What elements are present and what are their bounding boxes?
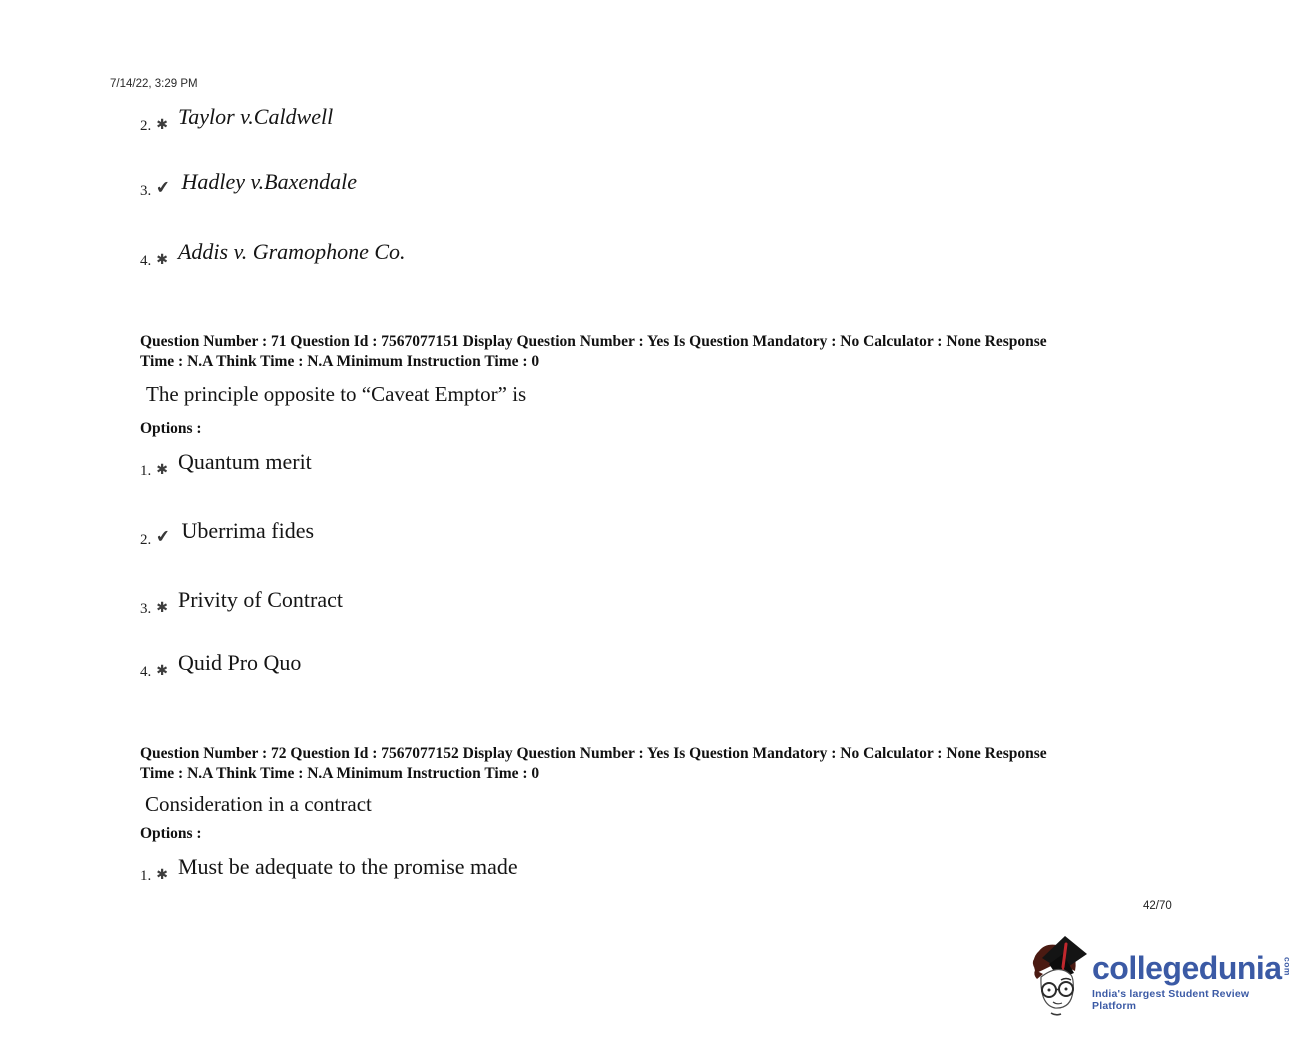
option-text: Quid Pro Quo xyxy=(177,650,302,675)
option-row xyxy=(140,104,333,135)
wrong-marker-icon: ✱ xyxy=(156,463,167,478)
question-header-line1: Question Number : 71 Question Id : 7567077151 Display Question Number : Yes Is Question Mandatory : No Calculator : None Response xyxy=(140,333,1047,350)
logo-text-column xyxy=(1092,951,1293,1012)
question-72-text: Consideration in a contract xyxy=(145,792,372,816)
option-text: Uberrima fides xyxy=(181,518,315,543)
options-label: Options : xyxy=(140,420,202,437)
option-number: 1. xyxy=(140,868,152,884)
option-text: Hadley v.Baxendale xyxy=(181,169,358,194)
correct-marker-icon: ✔ xyxy=(155,526,172,547)
option-number: 3. xyxy=(140,183,152,199)
collegedunia-logo xyxy=(1028,933,1293,1018)
timestamp: 7/14/22, 3:29 PM xyxy=(110,78,198,90)
option-text: Privity of Contract xyxy=(177,587,343,612)
option-row xyxy=(140,650,301,681)
option-row xyxy=(140,587,343,618)
option-row xyxy=(140,239,406,270)
page-indicator: 42/70 xyxy=(1143,900,1172,912)
mascot-icon xyxy=(1028,933,1090,1018)
option-number: 1. xyxy=(140,463,152,479)
question-71-header xyxy=(140,332,1170,372)
option-text: Must be adequate to the promise made xyxy=(177,854,518,879)
option-number: 4. xyxy=(140,253,152,269)
option-row xyxy=(140,169,357,200)
wrong-marker-icon: ✱ xyxy=(156,253,167,268)
option-text: Addis v. Gramophone Co. xyxy=(177,239,406,264)
wrong-marker-icon: ✱ xyxy=(156,664,167,679)
correct-marker-icon: ✔ xyxy=(155,177,172,198)
wrong-marker-icon: ✱ xyxy=(156,868,167,883)
wrong-marker-icon: ✱ xyxy=(156,601,167,616)
options-label: Options : xyxy=(140,825,202,842)
question-header-line1: Question Number : 72 Question Id : 7567077152 Display Question Number : Yes Is Question Mandatory : No Calculator : None Response xyxy=(140,745,1047,762)
option-row xyxy=(140,518,314,549)
option-number: 4. xyxy=(140,664,152,680)
option-number: 2. xyxy=(140,118,152,134)
question-header-line2: Time : N.A Think Time : N.A Minimum Instruction Time : 0 xyxy=(140,765,540,782)
option-number: 2. xyxy=(140,532,152,548)
question-header-line2: Time : N.A Think Time : N.A Minimum Instruction Time : 0 xyxy=(140,353,540,370)
option-number: 3. xyxy=(140,601,152,617)
option-text: Taylor v.Caldwell xyxy=(177,104,334,129)
option-text: Quantum merit xyxy=(177,449,312,474)
question-71-text: The principle opposite to “Caveat Emptor” is xyxy=(146,382,527,406)
logo-brand-text: collegedunia xyxy=(1092,950,1282,986)
logo-tagline: India's largest Student Review Platform xyxy=(1092,988,1250,1012)
question-72-header xyxy=(140,744,1170,784)
wrong-marker-icon: ✱ xyxy=(156,118,167,133)
option-row xyxy=(140,449,312,480)
option-row xyxy=(140,854,518,885)
logo-domain-suffix: com xyxy=(1282,957,1293,976)
